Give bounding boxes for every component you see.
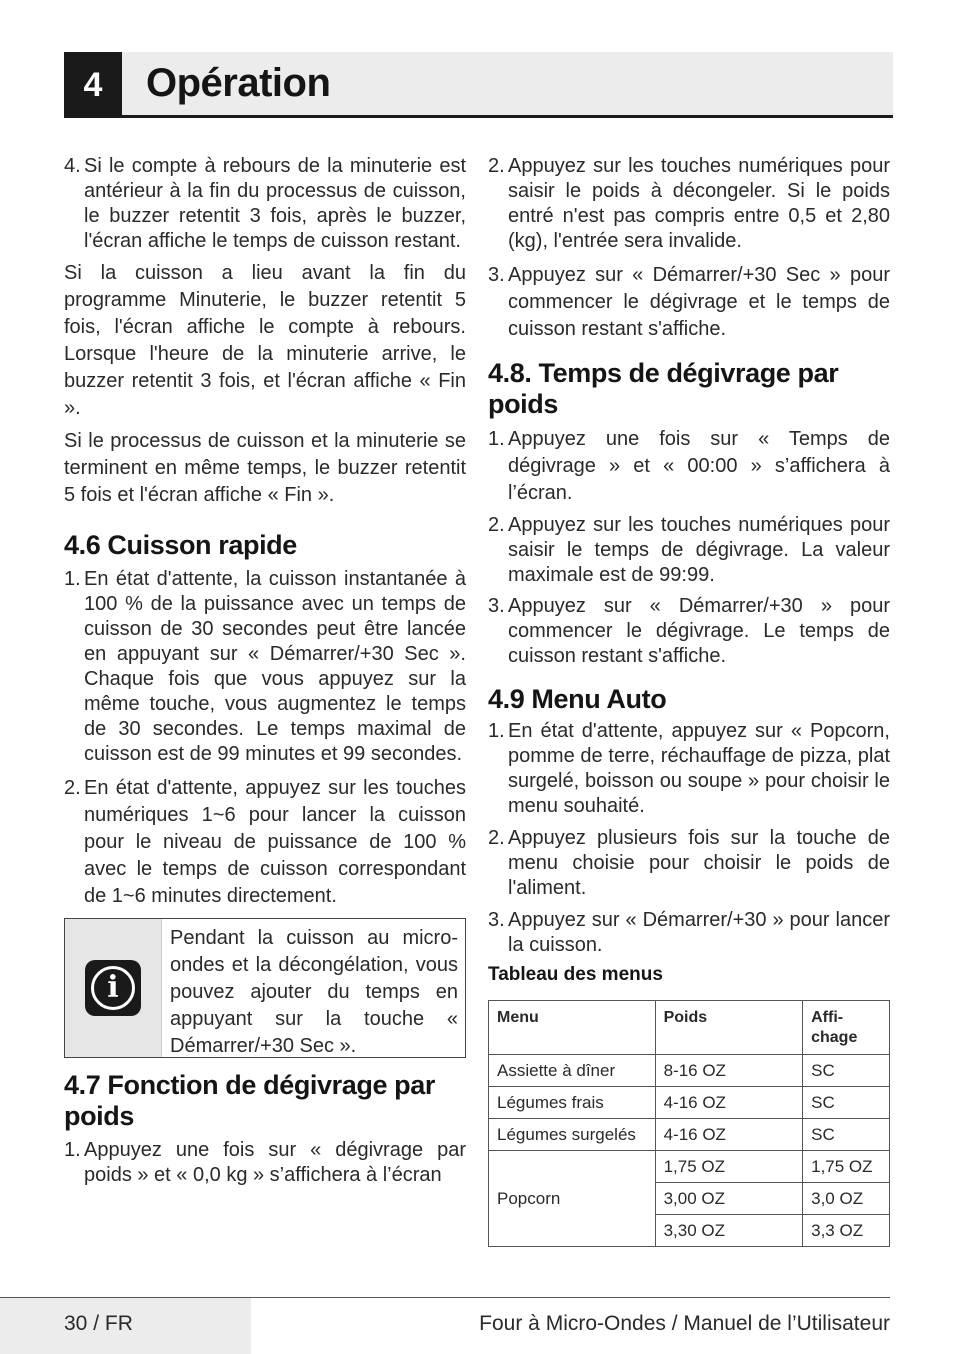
list-number: 1. [64,568,81,590]
column-header: Affi- chage [803,1001,890,1055]
right-column [488,154,890,1247]
list-item [64,775,466,910]
list-text: Appuyez plusieurs fois sur la touche de menu choisie pour choisir le poids de l'aliment. [508,827,890,899]
list-text: Si le compte à rebours de la minuterie est antérieur à la fin du processus de cuisson, le buzzer retentit 3 fois, après le buzzer, l'écran affiche le temps de cuisson restant. [84,155,466,252]
table-cell: 4-16 OZ [655,1119,803,1151]
list-item [488,262,890,343]
note-text: Pendant la cuisson au micro-ondes et la décongélation, vous pouvez ajouter du temps en appuyant sur la touche « Démarrer/+30 Sec ». [170,927,458,1057]
list-item [488,719,890,819]
table-cell: 3,00 OZ [655,1183,803,1215]
table-row [489,1151,890,1183]
table-cell: Légumes surgelés [489,1119,656,1151]
section-heading: 4.6 Cuisson rapide [64,530,297,560]
menu-table [488,1000,890,1247]
list-item [64,154,466,254]
table-cell: 1,75 OZ [655,1151,803,1183]
table-row [489,1119,890,1151]
list-text: Appuyez sur « Démarrer/+30 » pour lancer la cuisson. [508,909,890,956]
table-row [489,1087,890,1119]
list-item [64,567,466,767]
list-number: 1. [488,720,505,742]
list-item [64,1138,466,1188]
list-number: 4. [64,155,81,177]
info-icon-cell [65,919,162,1057]
list-text: Appuyez sur « Démarrer/+30 » pour commencer le dégivrage. Le temps de cuisson restant s'affiche. [508,595,890,667]
section-heading: 4.7 Fonction de dégivrage par poids [64,1070,435,1131]
section-heading: 4.8. Temps de dégivrage par poids [488,358,839,419]
paragraph: Si la cuisson a lieu avant la fin du programme Minuterie, le buzzer retentit 5 fois, l'écran affiche le compte à rebours. Lorsque l'heure de la minuterie arrive, le buzzer retentit 3 fois, et l'écran affiche « Fin ». [64,262,466,419]
paragraph: Si le processus de cuisson et la minuterie se terminent en même temps, le buzzer retentit 5 fois et l'écran affiche « Fin ». [64,430,466,506]
list-item [488,154,890,254]
list-text: Appuyez une fois sur « dégivrage par poids » et « 0,0 kg » s’affichera à l’écran [84,1139,466,1186]
table-cell: 3,3 OZ [803,1215,890,1247]
list-item [488,513,890,588]
list-item [488,426,890,507]
list-number: 2. [64,777,81,799]
table-cell: SC [803,1055,890,1087]
list-text: Appuyez sur les touches numériques pour saisir le poids à décongeler. Si le poids entré n'est pas compris entre 0,5 et 2,80 (kg), l'entrée sera invalide. [508,155,890,252]
list-item [488,826,890,901]
table-cell: SC [803,1087,890,1119]
table-header-row [489,1001,890,1055]
info-note [64,918,466,1058]
list-text: Appuyez une fois sur « Temps de dégivrage » et « 00:00 » s’affichera à l’écran. [508,428,890,504]
table-cell: Popcorn [489,1151,656,1247]
list-item [488,908,890,958]
chapter-title: Opération [146,61,331,105]
list-number: 1. [488,428,505,450]
table-cell: Assiette à dîner [489,1055,656,1087]
list-text: En état d'attente, la cuisson instantanée à 100 % de la puissance avec un temps de cuisson de 30 secondes peut être lancée en appuyant sur « Démarrer/+30 Sec ». Chaque fois que vous appuyez sur la même touche, vous augmentez le temps de 30 secondes. Le temps maximal de cuisson est de 99 minutes et 99 secondes. [84,568,466,765]
list-number: 3. [488,909,505,931]
list-number: 2. [488,514,505,536]
column-header: Menu [489,1001,656,1055]
list-number: 2. [488,827,505,849]
table-cell: 8-16 OZ [655,1055,803,1087]
table-cell: 1,75 OZ [803,1151,890,1183]
table-cell: Légumes frais [489,1087,656,1119]
table-row [489,1055,890,1087]
chapter-number: 4 [64,52,122,118]
info-icon: i [85,960,141,1016]
page-number: 30 / FR [64,1312,133,1335]
list-text: En état d'attente, appuyez sur « Popcorn, pomme de terre, réchauffage de pizza, plat surgelé, boisson ou soupe » pour choisir le menu souhaité. [508,720,890,817]
footer-divider [0,1297,890,1298]
list-text: En état d'attente, appuyez sur les touches numériques 1~6 pour lancer la cuisson pour le niveau de puissance de 100 % avec le temps de cuisson correspondant de 1~6 minutes directement. [84,777,466,907]
list-number: 1. [64,1139,81,1161]
left-column [64,154,466,1188]
table-cell: 3,30 OZ [655,1215,803,1247]
table-cell: 4-16 OZ [655,1087,803,1119]
list-number: 2. [488,155,505,177]
list-number: 3. [488,264,505,286]
section-heading: 4.9 Menu Auto [488,684,667,714]
list-text: Appuyez sur les touches numériques pour saisir le temps de dégivrage. La valeur maximale est de 99:99. [508,514,890,586]
table-cell: 3,0 OZ [803,1183,890,1215]
list-number: 3. [488,595,505,617]
list-text: Appuyez sur « Démarrer/+30 Sec » pour commencer le dégivrage et le temps de cuisson restant s'affiche. [508,264,890,340]
column-header: Poids [655,1001,803,1055]
list-item [488,594,890,669]
chapter-header [64,52,893,118]
table-cell: SC [803,1119,890,1151]
table-title: Tableau des menus [488,964,663,985]
footer-title: Four à Micro-Ondes / Manuel de l’Utilisateur [479,1312,890,1335]
